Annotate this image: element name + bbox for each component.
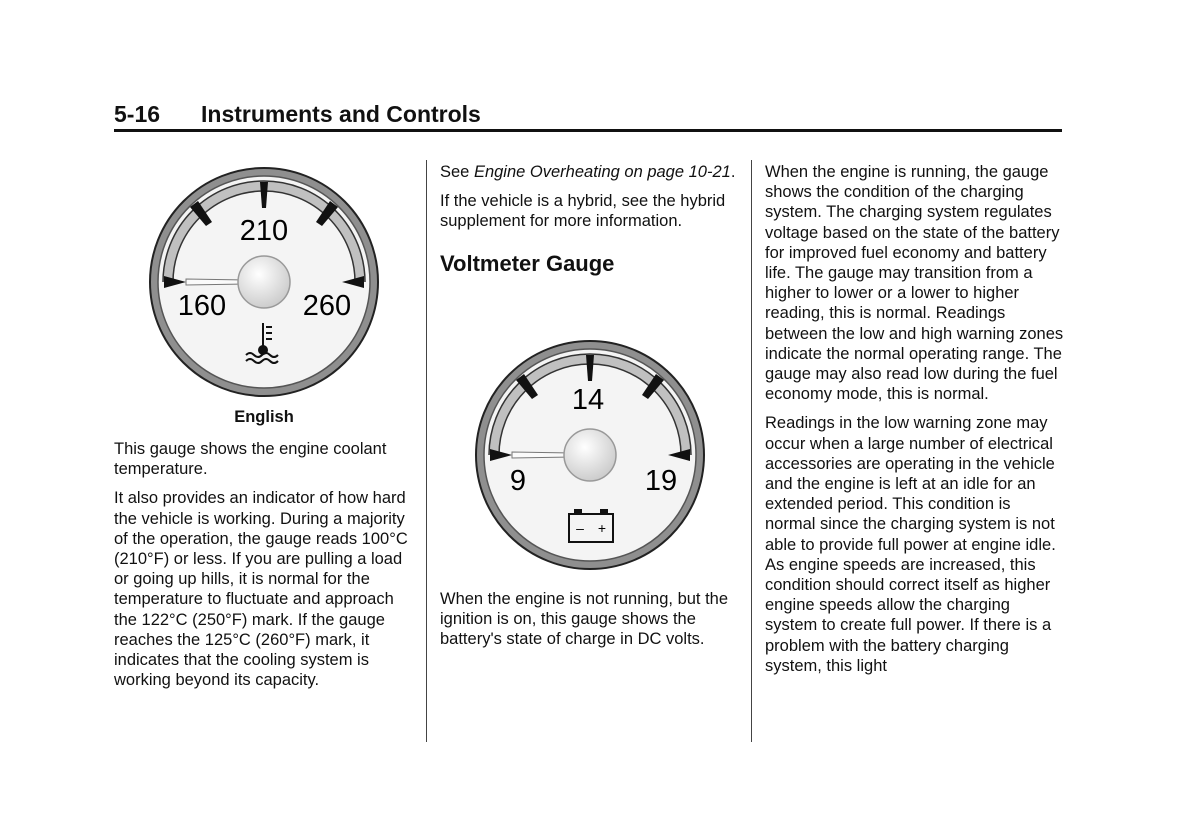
volt-label-14: 14 [571,384,605,416]
paragraph-coolant: This gauge shows the engine coolant temperature. [114,440,387,479]
paragraph-charging-system: When the engine is running, the gauge shows the condition of the charging system. The charging system regulates voltage based on the state of the battery for improved fuel economy and battery life. The gauge may transition from a higher to lower or a lower to higher reading, this is normal. Readings between the low and high warning zones indicate the normal operating range. The gauge may also read low during the fuel economy mode, this is normal. [765,163,1064,404]
section-heading-voltmeter: Voltmeter Gauge [440,250,615,276]
paragraph-low-warning: Readings in the low warning zone may occur when a large number of electrical accessories are operating in the vehicle and the engine is left at an idle for an extended period. This condition is normal since the charging system is not able to provide full power at engine idle. As engine speeds are increased, this condition should correct itself as higher engine speeds allow the charging system to create full power. If there is a problem with the battery charging system, this light [765,414,1056,675]
gauge-hub [564,429,616,481]
paragraph-voltmeter: When the engine is not running, but the ignition is on, this gauge shows the battery's state of charge in DC volts. [440,590,729,649]
see-prefix: See [440,163,474,181]
paragraph-see-reference [440,162,738,182]
column-1 [114,439,414,699]
paragraph-hybrid: If the vehicle is a hybrid, see the hybrid supplement for more information. [440,192,726,231]
page-number: 5-16 [114,101,161,127]
voltmeter-gauge [468,338,712,572]
section-title: Instruments and Controls [201,101,481,127]
header-rule [114,129,1062,132]
column-divider-2 [751,160,752,742]
temp-label-210: 210 [239,215,289,247]
see-suffix: . [730,163,736,181]
column-divider-1 [426,160,427,742]
temp-label-160: 160 [177,290,227,322]
volt-label-19: 19 [644,465,678,497]
volt-label-9: 9 [509,465,527,497]
battery-plus-sign: + [597,520,607,536]
gauge-hub [238,256,290,308]
page-header [114,101,1062,133]
column-2-lower [440,589,738,659]
gauge-needle [512,452,572,458]
gauge-caption: English [234,408,294,426]
temp-label-260: 260 [302,290,352,322]
cross-reference-link[interactable]: Engine Overheating on page 10-21 [473,163,731,181]
paragraph-indicator: It also provides an indicator of how hard the vehicle is working. During a majority of the operation, the gauge reads 100°C (210°F) or less. If you are pulling a load or going up hills, it is normal for the temperature to fluctuate and approach the 122°C (250°F) mark. If the gauge reaches the 125°C (260°F) mark, it indicates that the cooling system is working beyond its capacity. [114,489,408,690]
coolant-temperature-gauge [142,165,386,399]
column-3 [765,162,1065,685]
battery-minus-sign: – [576,520,584,536]
gauge-needle [186,279,246,285]
column-2 [440,162,738,274]
